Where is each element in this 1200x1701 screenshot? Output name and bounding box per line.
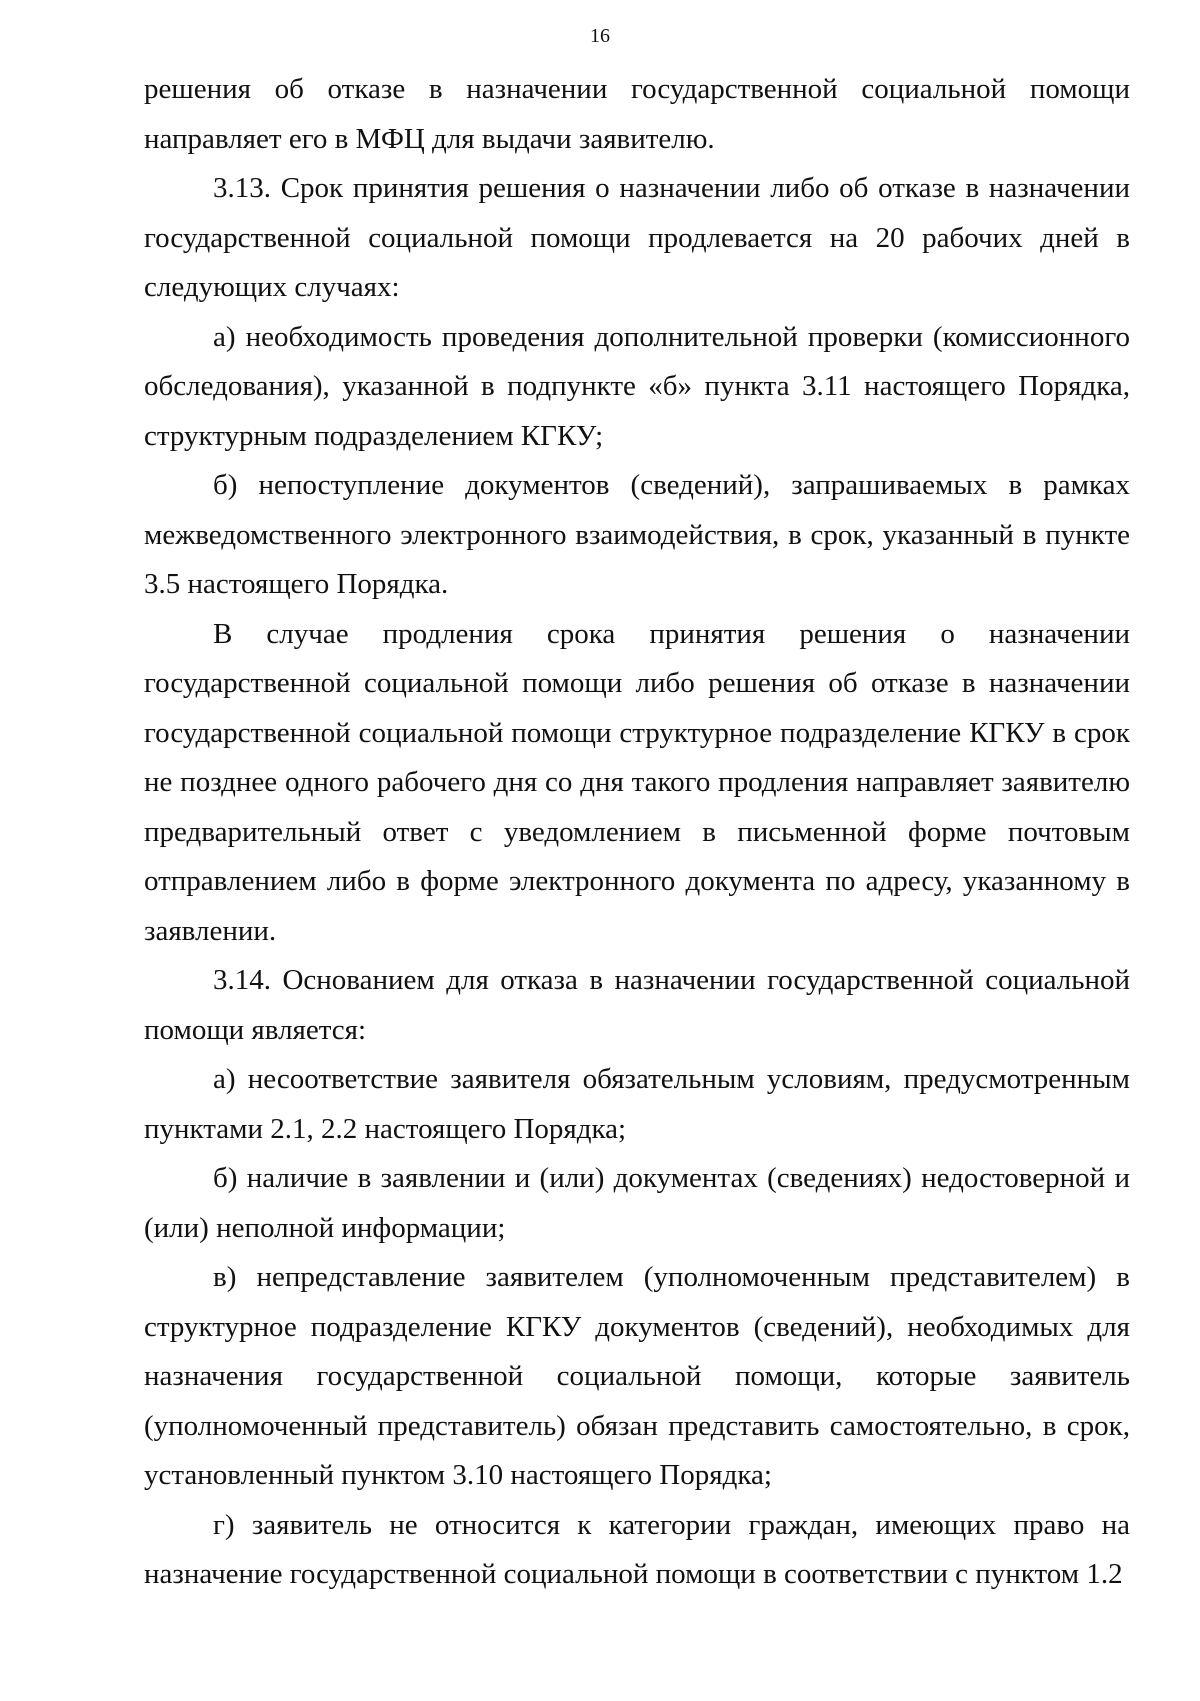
page-number: 16: [590, 25, 610, 47]
paragraph-3-13-b: б) непоступление документов (сведений), запрашиваемых в рамках межведомственного электронного взаимодействия, в срок, указанный в пункте 3.5 настоящего Порядка.: [144, 469, 1130, 600]
paragraph-3-13-a: а) необходимость проведения дополнительной проверки (комиссионного обследования), указанной в подпункте «б» пункта 3.11 настоящего Порядка, структурным подразделением КГКУ;: [144, 320, 1130, 452]
paragraph-continuation: решения об отказе в назначении государственной социальной помощи направляет его в МФЦ для выдачи заявителю.: [144, 73, 1130, 155]
paragraph-3-14-b: б) наличие в заявлении и (или) документах (сведениях) недостоверной и (или) неполной информации;: [144, 1162, 1130, 1244]
paragraph-3-14-a: а) несоответствие заявителя обязательным условиям, предусмотренным пунктами 2.1, 2.2 настоящего Порядка;: [144, 1063, 1130, 1145]
paragraph-3-13: 3.13. Срок принятия решения о назначении либо об отказе в назначении государственной социальной помощи продлевается на 20 рабочих дней в следующих случаях:: [144, 172, 1130, 303]
paragraph-extension-notice: В случае продления срока принятия решения о назначении государственной социальной помощи либо решения об отказе в назначении государственной социальной помощи структурное подразделение КГКУ в срок не позднее одного рабочего дня со дня такого продления направляет заявителю предварительный ответ с уведомлением в письменной форме почтовым отправлением либо в форме электронного документа по адресу, указанному в заявлении.: [144, 617, 1130, 947]
paragraph-3-14-v: в) непредставление заявителем (уполномоченным представителем) в структурное подразделение КГКУ документов (сведений), необходимых для назначения государственной социальной помощи, которые заявитель (уполномоченный представитель) обязан представить самостоятельно, в срок, установленный пунктом 3.10 настоящего Порядка;: [144, 1261, 1130, 1491]
paragraph-3-14: 3.14. Основанием для отказа в назначении государственной социальной помощи является:: [144, 964, 1130, 1046]
paragraph-3-14-g: г) заявитель не относится к категории граждан, имеющих право на назначение государственной социальной помощи в соответствии с пунктом 1.2: [144, 1508, 1130, 1590]
document-body: [144, 65, 1130, 1600]
